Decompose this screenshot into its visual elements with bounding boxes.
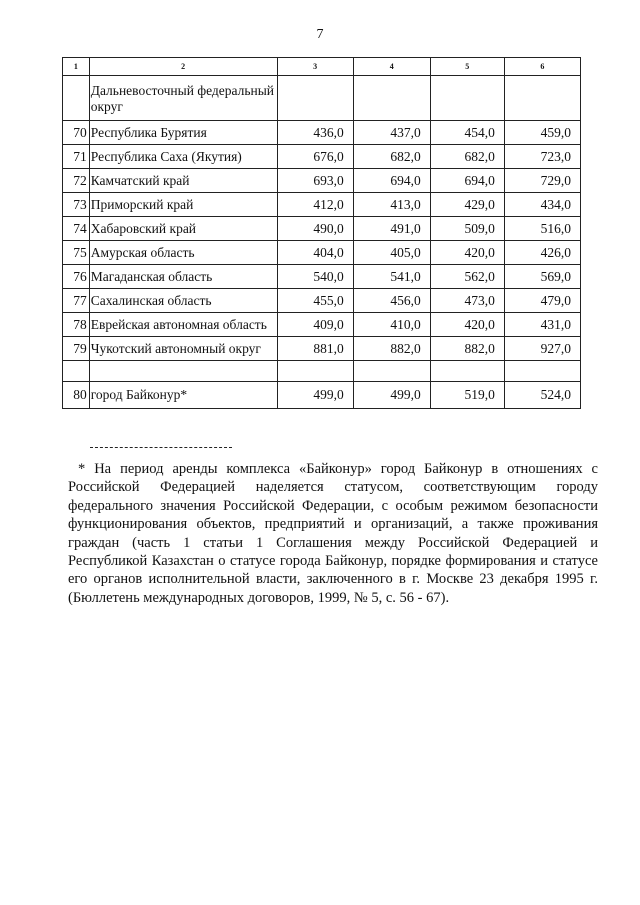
- row-number: 72: [63, 169, 90, 193]
- value-col-3: 409,0: [277, 313, 353, 337]
- region-name: Амурская область: [89, 241, 277, 265]
- table-row: [63, 313, 581, 337]
- footnote-line: Республикой Казахстан о статусе города Байконур, порядке формирования и статусе: [68, 553, 598, 570]
- region-name: Хабаровский край: [89, 217, 277, 241]
- table-cell-empty: [89, 361, 277, 382]
- value-col-4: 499,0: [353, 382, 430, 409]
- value-col-5: 562,0: [430, 265, 504, 289]
- table-row: [63, 145, 581, 169]
- table-cell-empty: [63, 361, 90, 382]
- table-body: [63, 121, 581, 361]
- header-col-5: 5: [430, 58, 504, 76]
- value-col-5: 429,0: [430, 193, 504, 217]
- value-col-3: 404,0: [277, 241, 353, 265]
- row-number: 79: [63, 337, 90, 361]
- value-col-4: 694,0: [353, 169, 430, 193]
- value-col-3: 455,0: [277, 289, 353, 313]
- value-col-3: 540,0: [277, 265, 353, 289]
- value-col-6: 479,0: [504, 289, 580, 313]
- table-row: [63, 265, 581, 289]
- value-col-3: 693,0: [277, 169, 353, 193]
- value-col-4: 437,0: [353, 121, 430, 145]
- district-heading: Дальневосточный федеральный округ: [89, 76, 277, 121]
- table-row: [63, 241, 581, 265]
- value-col-5: 682,0: [430, 145, 504, 169]
- region-name: Камчатский край: [89, 169, 277, 193]
- table-row: [63, 289, 581, 313]
- value-col-3: 436,0: [277, 121, 353, 145]
- row-number: 74: [63, 217, 90, 241]
- value-col-4: 541,0: [353, 265, 430, 289]
- row-number: 73: [63, 193, 90, 217]
- value-col-6: 729,0: [504, 169, 580, 193]
- table-cell-empty: [430, 361, 504, 382]
- table-cell-empty: [353, 76, 430, 121]
- footnote-line: граждан (часть 1 статьи 1 Соглашения между Российской Федерацией и: [68, 534, 598, 551]
- value-col-6: 431,0: [504, 313, 580, 337]
- table-row-baikonur: [63, 382, 581, 409]
- value-col-4: 413,0: [353, 193, 430, 217]
- table-row: [63, 193, 581, 217]
- table-cell-empty: [504, 76, 580, 121]
- header-col-3: 3: [277, 58, 353, 76]
- footnote-line: функционирования объектов, предприятий и организаций, а также проживания: [68, 516, 598, 533]
- table-row-empty: [63, 361, 581, 382]
- row-number: 77: [63, 289, 90, 313]
- header-col-6: 6: [504, 58, 580, 76]
- region-name: Чукотский автономный округ: [89, 337, 277, 361]
- value-col-6: 434,0: [504, 193, 580, 217]
- region-name: Приморский край: [89, 193, 277, 217]
- value-col-3: 881,0: [277, 337, 353, 361]
- row-number: 76: [63, 265, 90, 289]
- value-col-4: 491,0: [353, 217, 430, 241]
- value-col-3: 412,0: [277, 193, 353, 217]
- region-name: Магаданская область: [89, 265, 277, 289]
- value-col-4: 456,0: [353, 289, 430, 313]
- value-col-5: 519,0: [430, 382, 504, 409]
- footnote-line: федерального значения Российской Федерации, с особым режимом безопасности: [68, 497, 598, 514]
- region-name: Сахалинская область: [89, 289, 277, 313]
- value-col-3: 499,0: [277, 382, 353, 409]
- value-col-3: 490,0: [277, 217, 353, 241]
- value-col-6: 569,0: [504, 265, 580, 289]
- value-col-6: 426,0: [504, 241, 580, 265]
- table-row: [63, 121, 581, 145]
- table-row: [63, 217, 581, 241]
- header-col-1: 1: [63, 58, 90, 76]
- value-col-5: 473,0: [430, 289, 504, 313]
- page-number: 7: [316, 27, 324, 42]
- value-col-4: 410,0: [353, 313, 430, 337]
- value-col-6: 723,0: [504, 145, 580, 169]
- value-col-5: 509,0: [430, 217, 504, 241]
- footnote-line: * На период аренды комплекса «Байконур» город Байконур в отношениях с: [78, 461, 598, 477]
- value-col-4: 682,0: [353, 145, 430, 169]
- region-name: Республика Бурятия: [89, 121, 277, 145]
- value-col-4: 405,0: [353, 241, 430, 265]
- region-name: город Байконур*: [89, 382, 277, 409]
- table-row: [63, 169, 581, 193]
- value-col-5: 420,0: [430, 313, 504, 337]
- footnote-line: (Бюллетень международных договоров, 1999, № 5, с. 56 - 67).: [68, 589, 450, 606]
- region-name: Еврейская автономная область: [89, 313, 277, 337]
- row-number: 78: [63, 313, 90, 337]
- footnote-line: его органов исполнительной власти, заключенного в г. Москве 23 декабря 1995 г.: [68, 571, 598, 588]
- value-col-3: 676,0: [277, 145, 353, 169]
- value-col-6: 459,0: [504, 121, 580, 145]
- row-number: 71: [63, 145, 90, 169]
- value-col-5: 694,0: [430, 169, 504, 193]
- region-name: Республика Саха (Якутия): [89, 145, 277, 169]
- regions-table: [62, 57, 581, 409]
- district-heading-row: [63, 76, 581, 121]
- header-col-4: 4: [353, 58, 430, 76]
- table-cell-empty: [504, 361, 580, 382]
- row-number: 75: [63, 241, 90, 265]
- table-header-row: [63, 58, 581, 76]
- footnote-divider: [90, 447, 232, 448]
- value-col-5: 420,0: [430, 241, 504, 265]
- value-col-4: 882,0: [353, 337, 430, 361]
- row-number: 70: [63, 121, 90, 145]
- table-cell-empty: [353, 361, 430, 382]
- table-cell-empty: [63, 76, 90, 121]
- value-col-6: 524,0: [504, 382, 580, 409]
- table-row: [63, 337, 581, 361]
- value-col-6: 516,0: [504, 217, 580, 241]
- footnote: [68, 460, 598, 607]
- table-cell-empty: [277, 76, 353, 121]
- value-col-5: 454,0: [430, 121, 504, 145]
- table-cell-empty: [430, 76, 504, 121]
- row-number: 80: [63, 382, 90, 409]
- table-cell-empty: [277, 361, 353, 382]
- header-col-2: 2: [89, 58, 277, 76]
- value-col-6: 927,0: [504, 337, 580, 361]
- footnote-line: Российской Федерацией наделяется статусом, соответствующим городу: [68, 479, 598, 496]
- value-col-5: 882,0: [430, 337, 504, 361]
